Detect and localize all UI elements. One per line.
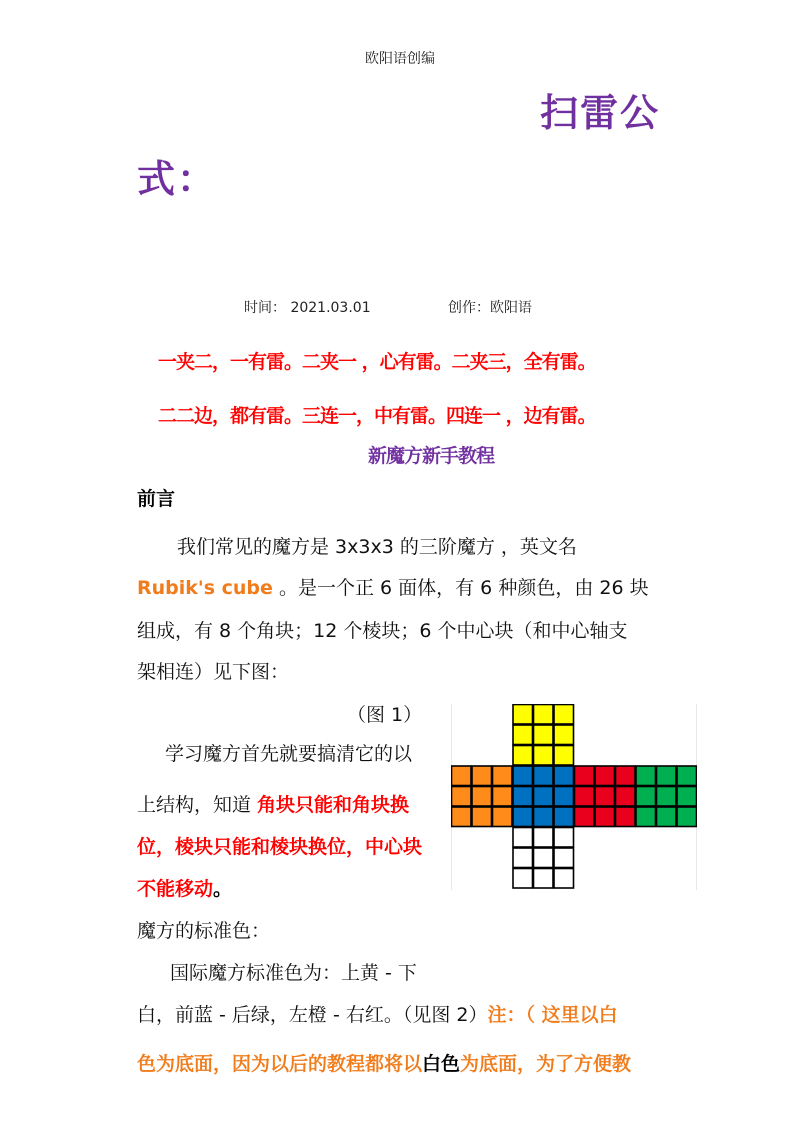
cube-sticker-front (534, 787, 554, 807)
rubiks-cube-term: Rubik's cube (137, 577, 273, 599)
cube-sticker-left (493, 766, 513, 786)
structure-line-1: 学习魔方首先就要搞清它的以 (165, 743, 413, 765)
title-line-2: 式： (137, 157, 218, 201)
cube-sticker-back (657, 766, 677, 786)
cube-sticker-front (554, 766, 574, 786)
cube-sticker-left (452, 807, 472, 827)
cube-sticker-back (636, 787, 656, 807)
cube-sticker-up (513, 725, 533, 745)
cube-sticker-left (472, 787, 492, 807)
cube-sticker-down (513, 848, 533, 868)
cube-sticker-back (677, 787, 697, 807)
section-title-preface: 前言 (137, 488, 176, 510)
time-label: 时间： 2021.03.01 (244, 300, 371, 316)
figure-caption: （图 1） (347, 704, 423, 726)
structure-line-4-period: 。 (213, 878, 233, 900)
page-header: 欧阳语创编 (365, 51, 435, 67)
cube-sticker-back (677, 766, 697, 786)
standard-colors-white-term: 白色 (422, 1053, 461, 1075)
cube-sticker-up (534, 725, 554, 745)
structure-rule-end: 不能移动 (137, 878, 214, 900)
standard-colors-line-3-c: 为底面，为了方便教 (460, 1053, 632, 1075)
cube-sticker-right (616, 807, 636, 827)
cube-net-diagram (451, 704, 697, 890)
formula-line-2: 二二边，都有雷。三连一，中有雷。四连一 ，边有雷。 (158, 405, 596, 427)
cube-sticker-right (575, 807, 595, 827)
cube-sticker-up (554, 725, 574, 745)
cube-sticker-right (575, 787, 595, 807)
cube-sticker-front (513, 807, 533, 827)
cube-sticker-left (493, 787, 513, 807)
cube-sticker-right (575, 766, 595, 786)
cube-sticker-right (616, 766, 636, 786)
cube-sticker-front (554, 787, 574, 807)
cube-sticker-down (513, 828, 533, 848)
standard-colors-heading: 魔方的标准色： (137, 920, 271, 942)
cube-sticker-right (616, 787, 636, 807)
title-line-1: 扫雷公 (539, 91, 660, 135)
cube-sticker-back (657, 787, 677, 807)
cube-sticker-left (493, 807, 513, 827)
cube-sticker-right (595, 787, 615, 807)
cube-sticker-down (554, 828, 574, 848)
cube-sticker-front (534, 766, 554, 786)
cube-sticker-up (513, 705, 533, 725)
standard-colors-line-1: 国际魔方标准色为：上黄 - 下 (170, 962, 417, 984)
cube-sticker-front (534, 807, 554, 827)
cube-sticker-front (513, 766, 533, 786)
cube-sticker-down (534, 848, 554, 868)
cube-sticker-left (472, 766, 492, 786)
cube-sticker-up (554, 746, 574, 766)
intro-line-1: 我们常见的魔方是 3x3x3 的三阶魔方 ，英文名 (177, 536, 577, 558)
intro-line-3: 组成，有 8 个角块；12 个棱块；6 个中心块（和中心轴支 (137, 620, 628, 642)
cube-sticker-right (595, 807, 615, 827)
cube-sticker-left (472, 807, 492, 827)
standard-colors-note: 注：（ 这里以白 (487, 1004, 618, 1026)
author-label: 创作：欧阳语 (448, 300, 532, 316)
cube-sticker-front (513, 787, 533, 807)
structure-line-3: 位，棱块只能和棱块换位，中心块 (137, 836, 423, 858)
cube-sticker-front (554, 807, 574, 827)
cube-sticker-down (534, 828, 554, 848)
intro-line-4: 架相连）见下图： (137, 661, 290, 683)
cube-sticker-left (452, 787, 472, 807)
cube-sticker-up (554, 705, 574, 725)
cube-sticker-back (636, 766, 656, 786)
cube-sticker-down (534, 869, 554, 889)
structure-line-4 (137, 874, 232, 901)
cube-sticker-up (513, 746, 533, 766)
cube-sticker-right (595, 766, 615, 786)
intro-line-2-rest: 。是一个正 6 面体，有 6 种颜色，由 26 块 (272, 577, 649, 599)
structure-rule-1: 角块只能和角块换 (257, 794, 410, 816)
cube-sticker-down (554, 869, 574, 889)
cube-sticker-back (677, 807, 697, 827)
cube-sticker-up (534, 746, 554, 766)
cube-sticker-down (513, 869, 533, 889)
standard-colors-line-3-a: 色为底面，因为以后的教程都将以 (137, 1053, 423, 1075)
tutorial-subtitle: 新魔方新手教程 (368, 445, 495, 467)
cube-sticker-back (636, 807, 656, 827)
structure-line-2-plain: 上结构，知道 (137, 794, 258, 816)
intro-line-2 (137, 573, 649, 600)
structure-line-2 (137, 790, 409, 817)
standard-colors-line-3 (137, 1049, 631, 1076)
standard-colors-line-2-plain: 白，前蓝 - 后绿，左橙 - 右红。（见图 2） (137, 1004, 488, 1026)
cube-sticker-down (554, 848, 574, 868)
standard-colors-line-2 (137, 1000, 618, 1027)
cube-sticker-up (534, 705, 554, 725)
cube-sticker-left (452, 766, 472, 786)
formula-line-1: 一夹二，一有雷。二夹一 ，心有雷。二夹三，全有雷。 (158, 351, 596, 373)
cube-sticker-back (657, 807, 677, 827)
